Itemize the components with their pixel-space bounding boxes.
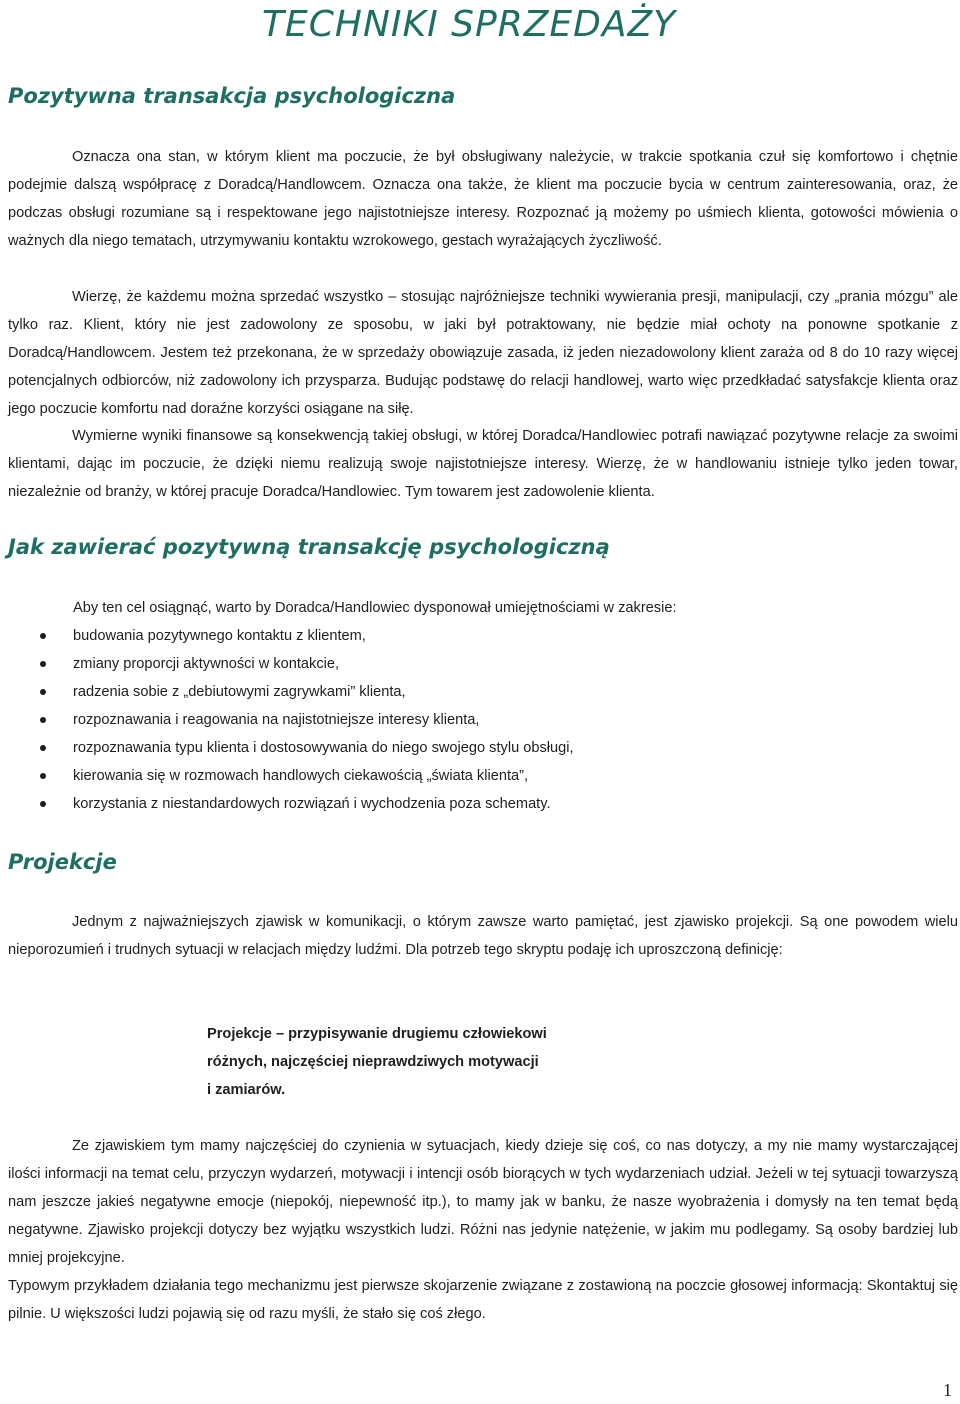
list-item-text: radzenia sobie z „debiutowymi zagrywkami” klienta, bbox=[73, 684, 406, 700]
list-item bbox=[8, 650, 574, 678]
paragraph-projections-example: Typowym przykładem działania tego mechanizmu jest pierwsze skojarzenie związane z zostawioną na poczcie głosowej informacją: Skontaktuj się pilnie. U większości ludzi pojawią się od razu myśli, że stało się coś złego. bbox=[8, 1278, 958, 1322]
bullet-icon bbox=[40, 801, 46, 807]
section-heading-projections: Projekcje bbox=[8, 850, 117, 874]
skills-list bbox=[8, 622, 574, 818]
paragraph-projections-context: Ze zjawiskiem tym mamy najczęściej do czynienia w sytuacjach, kiedy dzieje się coś, co nas dotyczy, a my nie mamy wystarczającej ilości informacji na temat celu, przyczyn wydarzeń, motywacji i intencji osób biorących w tych wydarzeniach udział. Jeżeli w tej sytuacji towarzyszą nam jeszcze jakieś negatywne emocje (niepokój, niepewność itp.), to mamy jak w banku, że nasze wyobrażenia i domysły na ten temat będą negatywne. Zjawisko projekcji dotyczy bez wyjątku wszystkich ludzi. Różni nas jedynie natężenie, w jakim mu podlegamy. Są osoby bardziej lub mniej projekcyjne. bbox=[8, 1138, 958, 1266]
bullet-icon bbox=[40, 745, 46, 751]
list-item bbox=[8, 734, 574, 762]
list-item bbox=[8, 622, 574, 650]
list-item bbox=[8, 762, 574, 790]
paragraph-definition: Oznacza ona stan, w którym klient ma poczucie, że był obsługiwany należycie, w trakcie spotkania czuł się komfortowo i chętnie podejmie dalszą współpracę z Doradcą/Handlowcem. Oznacza ona także, że klient ma poczucie bycia w centrum zainteresowania, oraz, że podczas obsługi rozumiane są i respektowane jego najistotniejsze interesy. Rozpoznać ją możemy po uśmiech klienta, gotowości mówienia o ważnych dla niego tematach, utrzymywaniu kontaktu wzrokowego, gestach wyrażających życzliwość. bbox=[8, 149, 958, 249]
bullet-icon bbox=[40, 633, 46, 639]
list-item-text: korzystania z niestandardowych rozwiązań i wychodzenia poza schematy. bbox=[73, 796, 551, 812]
list-item bbox=[8, 790, 574, 818]
list-item bbox=[8, 678, 574, 706]
definition-line: różnych, najczęściej nieprawdziwych motywacji bbox=[207, 1054, 539, 1070]
skills-intro: Aby ten cel osiągnąć, warto by Doradca/Handlowiec dysponował umiejętnościami w zakresie: bbox=[73, 600, 677, 616]
paragraph-results: Wymierne wyniki finansowe są konsekwencją takiej obsługi, w której Doradca/Handlowiec potrafi nawiązać pozytywne relacje za swoimi klientami, dając im poczucie, że dzięki niemu realizują swoje najistotniejsze interesy. Wierzę, że w handlowaniu istnieje tylko jeden towar, niezależnie od branży, w której pracuje Doradca/Handlowiec. Tym towarem jest zadowolenie klienta. bbox=[8, 428, 958, 500]
paragraph-projections-intro: Jednym z najważniejszych zjawisk w komunikacji, o którym zawsze warto pamiętać, jest zjawisko projekcji. Są one powodem wielu nieporozumień i trudnych sytuacji w relacjach między ludźmi. Dla potrzeb tego skryptu podaję ich uproszczoną definicję: bbox=[8, 914, 958, 958]
bullet-icon bbox=[40, 773, 46, 779]
list-item-text: zmiany proporcji aktywności w kontakcie, bbox=[73, 656, 340, 672]
definition-line: Projekcje – przypisywanie drugiemu człowiekowi bbox=[207, 1026, 547, 1042]
document-title: TECHNIKI SPRZEDAŻY bbox=[262, 4, 677, 45]
section-heading-how-to: Jak zawierać pozytywną transakcję psychologiczną bbox=[8, 535, 610, 559]
bullet-icon bbox=[40, 661, 46, 667]
bullet-icon bbox=[40, 689, 46, 695]
page-number: 1 bbox=[943, 1380, 952, 1400]
bullet-icon bbox=[40, 717, 46, 723]
definition-box bbox=[207, 1020, 627, 1104]
list-item-text: kierowania się w rozmowach handlowych ciekawością „świata klienta”, bbox=[73, 768, 529, 784]
list-item-text: rozpoznawania i reagowania na najistotniejsze interesy klienta, bbox=[73, 712, 480, 728]
list-item bbox=[8, 706, 574, 734]
list-item-text: rozpoznawania typu klienta i dostosowywania do niego swojego stylu obsługi, bbox=[73, 740, 574, 756]
paragraph-belief: Wierzę, że każdemu można sprzedać wszystko – stosując najróżniejsze techniki wywierania presji, manipulacji, czy „prania mózgu” ale tylko raz. Klient, który nie jest zadowolony ze sposobu, w jaki był potraktowany, nie będzie miał ochoty na ponowne spotkanie z Doradcą/Handlowcem. Jestem też przekonana, że w sprzedaży obowiązuje zasada, iż jeden niezadowolony klient zaraża od 8 do 10 razy więcej potencjalnych odbiorców, niż zadowolony ich przysparza. Budując podstawę do relacji handlowej, warto więc przedkładać satysfakcje klienta oraz jego poczucie komfortu nad doraźne korzyści osiągane na siłę. bbox=[8, 289, 958, 417]
list-item-text: budowania pozytywnego kontaktu z klientem, bbox=[73, 628, 366, 644]
section-heading-positive-transaction: Pozytywna transakcja psychologiczna bbox=[8, 84, 456, 108]
definition-line: i zamiarów. bbox=[207, 1082, 286, 1098]
